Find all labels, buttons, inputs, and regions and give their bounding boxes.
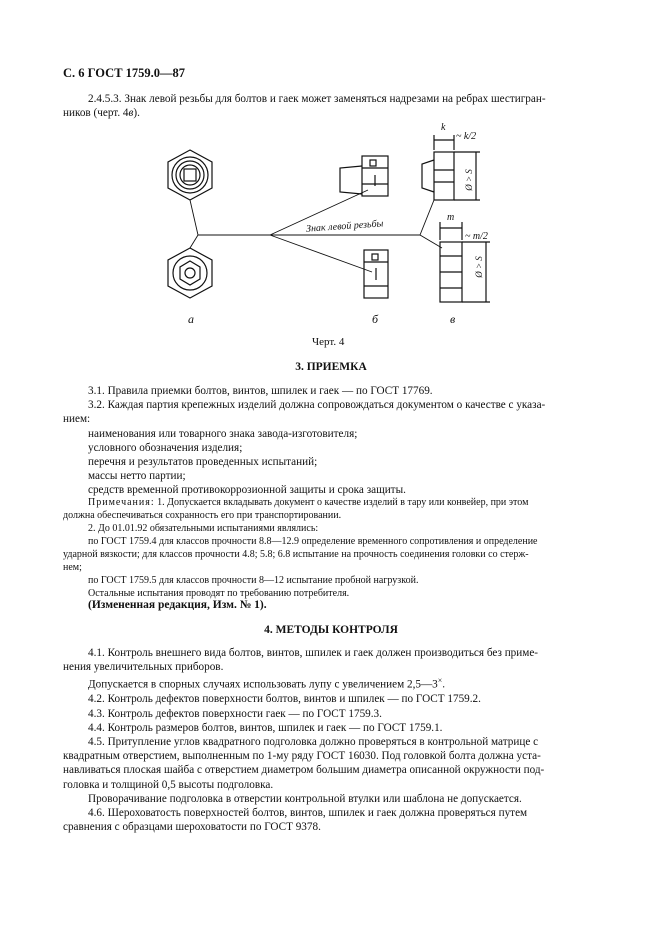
note-1-line xyxy=(63,496,599,509)
text-run: ников (черт. 4 xyxy=(63,107,129,120)
dim-k: k xyxy=(441,122,446,133)
note-2: 2. До 01.01.92 обязательными испытаниями являлись: xyxy=(88,523,319,534)
paragraph-2-4-5-3 xyxy=(63,92,599,120)
paragraph-4-5b: Проворачивание подголовка в отверстии контрольной втулки или шаблона не допускается. xyxy=(88,792,522,805)
text-run: ). xyxy=(133,107,140,120)
amendment-note xyxy=(63,598,599,612)
paragraph-4-3: 4.3. Контроль дефектов поверхности гаек — по ГОСТ 1759.3. xyxy=(88,707,382,720)
section-3-notes xyxy=(63,496,599,600)
list-item: средств временной противокоррозионной защиты и срока защиты. xyxy=(88,484,406,497)
paragraph-4-4: 4.4. Контроль размеров болтов, винтов, шпилек и гаек — по ГОСТ 1759.1. xyxy=(88,721,443,734)
paragraph-4-1-line: нения увеличительных приборов. xyxy=(63,661,224,674)
paragraph-4-6-line: сравнения с образцами шероховатости по ГОСТ 9378. xyxy=(63,821,321,834)
dim-diameter-1: Ø > S xyxy=(463,169,474,191)
subfigure-v: в xyxy=(450,312,456,326)
text-run: 1. Допускается вкладывать документ о качестве изделий в тару или конвейер, при этом xyxy=(154,497,529,508)
list-item: условного обозначения изделия; xyxy=(88,441,243,454)
section-4-title: 4. МЕТОДЫ КОНТРОЛЯ xyxy=(264,624,398,636)
note-2-line: по ГОСТ 1759.5 для классов прочности 8—12 испытание пробной нагрузкой. xyxy=(88,575,419,586)
list-item: перечня и результатов проведенных испытаний; xyxy=(88,456,318,469)
paragraph-3-1: 3.1. Правила приемки болтов, винтов, шпилек и гаек — по ГОСТ 17769. xyxy=(88,385,433,397)
nut-view-b xyxy=(364,250,388,298)
bolt-head-view-b xyxy=(340,156,388,196)
section-4-body xyxy=(63,646,599,834)
figure-label-left-thread: Знак левой резьбы xyxy=(305,218,384,235)
paragraph-line xyxy=(63,106,599,120)
dim-m2: ~ m/2 xyxy=(465,231,488,242)
dim-diameter-2: Ø > S xyxy=(473,256,484,278)
paragraph-3-2-line: нием: xyxy=(63,413,91,426)
paragraph-3-2-line: 3.2. Каждая партия крепежных изделий должна сопровождаться документом о качестве с указа- xyxy=(88,399,546,412)
paragraph-line: 2.4.5.3. Знак левой резьбы для болтов и гаек может заменяться надрезами на ребрах шестигран- xyxy=(88,93,546,105)
list-item: наименования или товарного знака завода-изготовителя; xyxy=(88,427,358,440)
paragraph-4-6-line: 4.6. Шероховатость поверхностей болтов, винтов, шпилек и гаек должна проверяться путем xyxy=(88,806,528,819)
paragraph-4-2: 4.2. Контроль дефектов поверхности болтов, винтов и шпилек — по ГОСТ 1759.2. xyxy=(88,693,481,706)
note-1-line: должна обеспечиваться сохранность его при транспортировании. xyxy=(63,510,342,521)
nut-view-a-top xyxy=(168,150,212,200)
nut-view-a-bottom xyxy=(168,248,212,298)
list-item: массы нетто партии; xyxy=(88,470,186,483)
note-2-line: нем; xyxy=(63,562,82,573)
dim-k2: ~ k/2 xyxy=(456,131,477,142)
paragraph-4-5-line: квадратным отверстием, выполненным по 1-му ряду ГОСТ 16030. Под головкой болта должна уста- xyxy=(63,750,541,763)
paragraph-4-1b xyxy=(63,674,599,692)
subfigure-b: б xyxy=(372,312,379,326)
text-run-italic: в xyxy=(128,107,134,120)
figure-caption: Черт. 4 xyxy=(312,336,345,348)
paragraph-4-5-line: 4.5. Притупление углов квадратного подголовка должно проверяться в контрольной матрице с xyxy=(88,735,539,748)
section-3-body xyxy=(63,384,599,498)
note-2-line: Остальные испытания проводят по требованию потребителя. xyxy=(88,588,350,599)
text-run: Допускается в спорных случаях использовать лупу с увеличением 2,5—3 xyxy=(88,679,438,692)
note-2-line: ударной вязкости; для классов прочности 4.8; 5.8; 6.8 испытание на прочность соединения головки со стерж- xyxy=(63,549,529,560)
section-3-title: 3. ПРИЕМКА xyxy=(295,361,367,373)
superscript: × xyxy=(437,676,443,686)
subfigure-a: а xyxy=(188,312,194,326)
paragraph-4-5-line: головка и толщиной 0,5 высоты подголовка. xyxy=(63,778,274,791)
note-2-line: по ГОСТ 1759.4 для классов прочности 8.8—12.9 определение временного сопротивления и определение xyxy=(88,536,538,547)
paragraph-4-1-line: 4.1. Контроль внешнего вида болтов, винтов, шпилек и гаек должен производиться без приме- xyxy=(88,647,539,659)
text-run: . xyxy=(442,679,446,692)
note-label: Примечания: xyxy=(88,497,155,508)
dim-m: m xyxy=(447,212,455,223)
paragraph-4-5-line: навливаться плоская шайба с отверстием диаметром большим диаметра описанной окружности под- xyxy=(63,764,545,777)
amendment-text: (Измененная редакция, Изм. № 1). xyxy=(88,599,267,611)
page-header: С. 6 ГОСТ 1759.0—87 xyxy=(63,66,186,80)
